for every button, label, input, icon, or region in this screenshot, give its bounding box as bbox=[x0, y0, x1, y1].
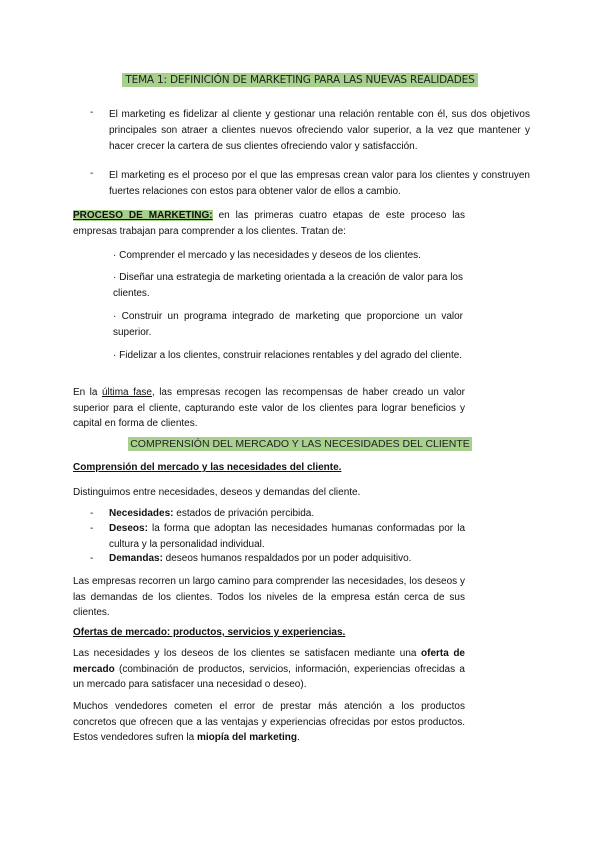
process-step: · Fidelizar a los clientes, construir relaciones rentables y del agrado del cliente. bbox=[113, 350, 463, 361]
definition-item bbox=[90, 551, 465, 567]
ofertas-paragraph bbox=[73, 646, 465, 693]
definition-dash: - bbox=[90, 553, 94, 564]
vendedores-paragraph bbox=[73, 699, 465, 746]
section-heading-block bbox=[0, 437, 600, 451]
definition-term: Necesidades: bbox=[109, 508, 174, 519]
distinguimos-text: Distinguimos entre necesidades, deseos y demandas del cliente. bbox=[73, 487, 361, 498]
intro-bullet bbox=[90, 168, 530, 200]
vendedores-pre: Muchos vendedores cometen el error de prestar más atención a los productos concretos que ofrecen que a las ventajas y experiencias ofrecidas por estos productos. Estos vendedores sufren la bbox=[73, 701, 465, 743]
bullet-dash: - bbox=[90, 168, 94, 179]
proceso-text: en las primeras cuatro etapas de este proceso las empresas trabajan para comprender a los clientes. Tratan de: bbox=[73, 210, 465, 237]
proceso-paragraph bbox=[73, 208, 465, 239]
definition-item bbox=[90, 506, 465, 522]
proceso-label: PROCESO DE MARKETING: bbox=[73, 210, 213, 221]
vendedores-bold: miopía del marketing bbox=[196, 732, 297, 743]
process-step: · Comprender el mercado y las necesidades y deseos de los clientes. bbox=[113, 250, 421, 261]
ofertas-bold: oferta de mercado bbox=[73, 648, 465, 675]
subheading-ofertas: Ofertas de mercado: productos, servicios y experiencias. bbox=[73, 627, 346, 638]
bullet-text: El marketing es el proceso por el que las empresas crean valor para los clientes y construyen fuertes relaciones con estos para obtener valor de ellos a cambio. bbox=[109, 170, 530, 197]
definition-term: Deseos: bbox=[109, 523, 148, 534]
intro-bullet bbox=[90, 107, 530, 155]
definition-text: la forma que adoptan las necesidades humanas conformadas por la cultura y la personalidad individual. bbox=[109, 523, 465, 550]
recorren-paragraph: Las empresas recorren un largo camino para comprender las necesidades, los deseos y las demandas de los clientes. Todos los niveles de la empresa están cerca de sus clientes. bbox=[73, 576, 465, 618]
bullet-dash: - bbox=[90, 107, 94, 118]
ofertas-post: (combinación de productos, servicios, información, experiencias ofrecidas a un mercado para satisfacer una necesidad o deseo). bbox=[73, 663, 465, 690]
ofertas-pre: Las necesidades y los deseos de los clientes se satisfacen mediante una bbox=[73, 648, 421, 659]
definition-dash: - bbox=[90, 508, 94, 519]
definition-term: Demandas: bbox=[109, 553, 163, 564]
ultima-underlined: última fase bbox=[101, 387, 152, 398]
definition-text: deseos humanos respaldados por un poder adquisitivo. bbox=[162, 553, 412, 564]
bullet-text: El marketing es fidelizar al cliente y gestionar una relación rentable con él, sus dos objetivos principales son atraer a clientes nuevos ofreciendo valor superior, a la vez que mantener y hacer crecer la cartera de sus clientes ofreciendo valor y satisfacción. bbox=[109, 109, 530, 152]
section-heading: COMPRENSIÓN DEL MERCADO Y LAS NECESIDADES DEL CLIENTE bbox=[130, 438, 470, 450]
subheading-comprension: Comprensión del mercado y las necesidades del cliente. bbox=[73, 462, 342, 473]
ultima-pre: En la bbox=[73, 387, 102, 398]
ultima-post: , las empresas recogen las recompensas de haber creado un valor superior para el cliente, capturando este valor de los clientes para lograr beneficios y capital en forma de clientes. bbox=[73, 387, 465, 429]
definition-text: estados de privación percibida. bbox=[173, 508, 315, 519]
page-title: TEMA 1: DEFINICIÓN DE MARKETING PARA LAS NUEVAS REALIDADES bbox=[122, 73, 477, 87]
definition-dash: - bbox=[90, 523, 94, 534]
title-block bbox=[0, 73, 600, 87]
vendedores-post: . bbox=[297, 732, 300, 743]
process-step: · Diseñar una estrategia de marketing orientada a la creación de valor para los clientes. bbox=[113, 272, 463, 299]
ultima-fase-paragraph bbox=[73, 385, 465, 432]
definition-item bbox=[90, 521, 465, 552]
process-step: · Construir un programa integrado de marketing que proporcione un valor superior. bbox=[113, 311, 463, 338]
